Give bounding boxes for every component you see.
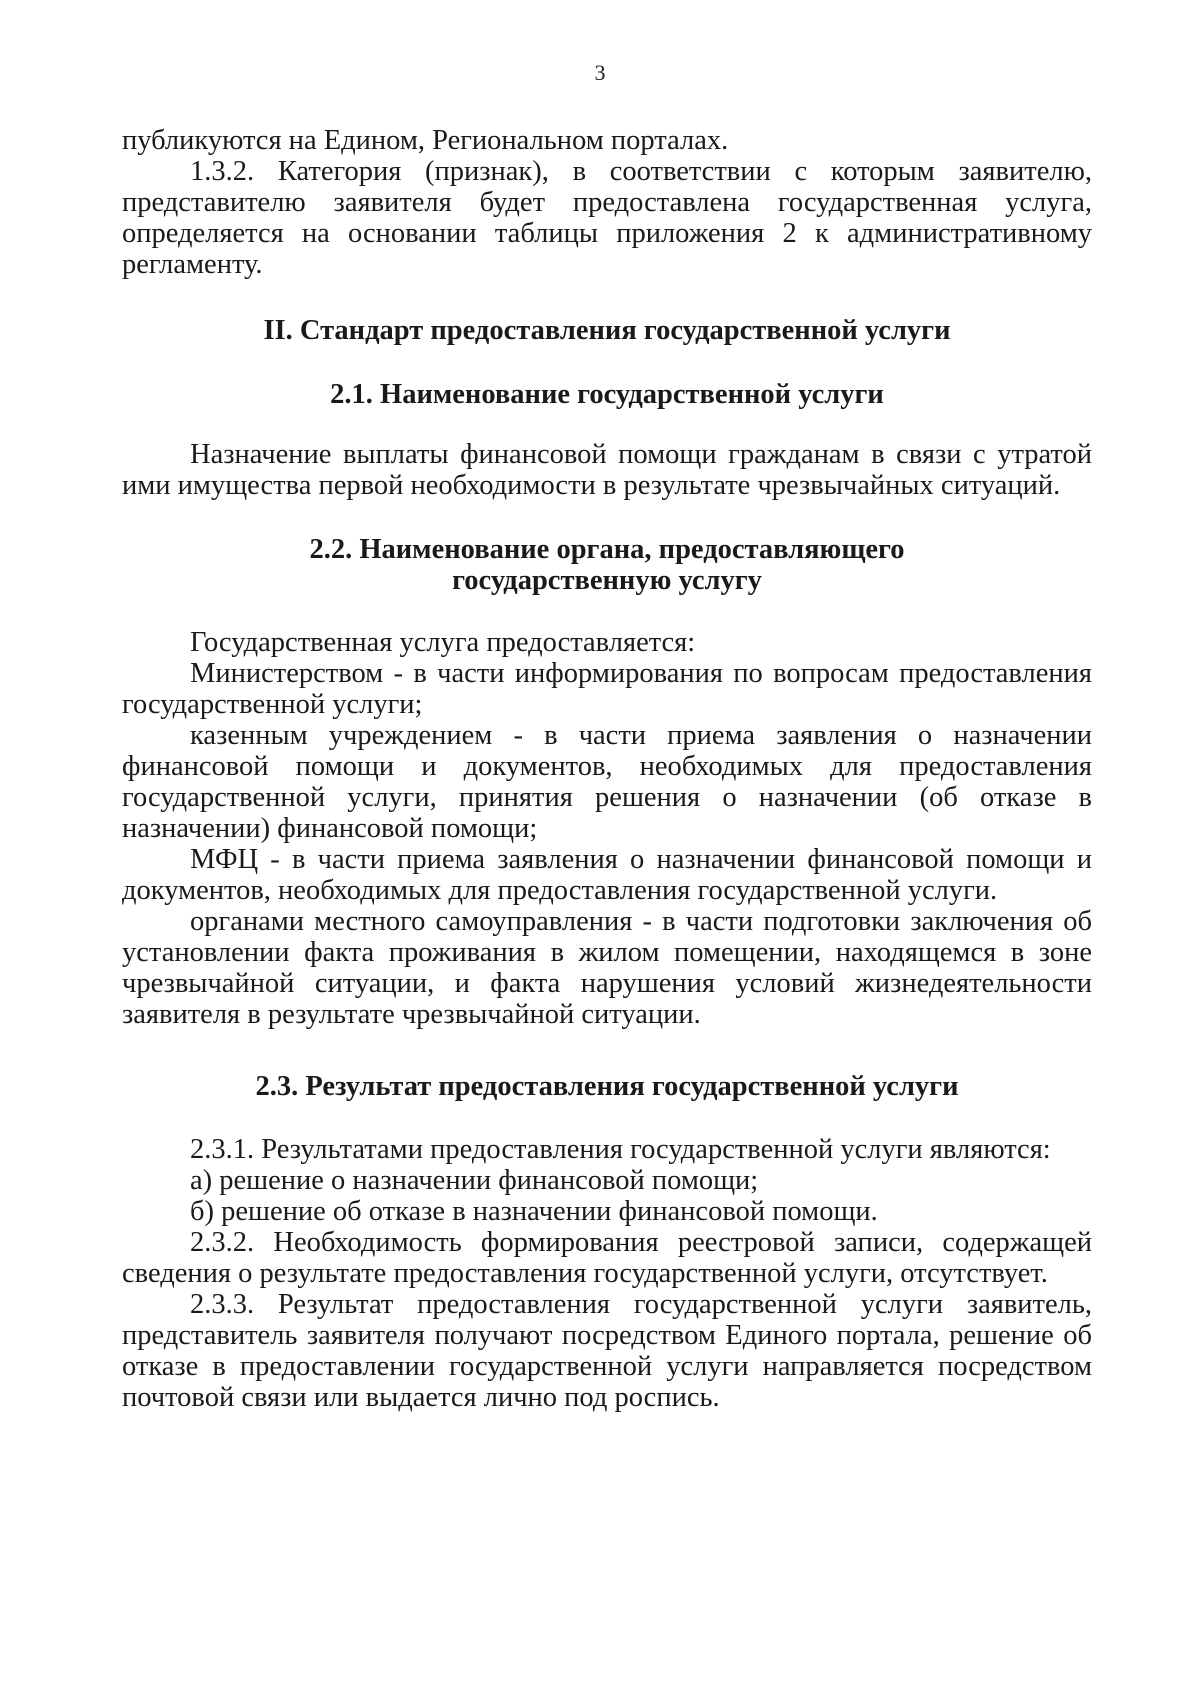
s22-paragraph: Министерством - в части информирования по вопросам предоставления государственной услуги; [122,658,1092,720]
section-2-2-title-line1: 2.2. Наименование органа, предоставляющего [309,534,905,565]
s23-paragraph: 2.3.1. Результатами предоставления государственной услуги являются: [190,1134,1051,1165]
s22-paragraph: органами местного самоуправления - в части подготовки заключения об установлении факта проживания в жилом помещении, находящемся в зоне чрезвычайной ситуации, и факта нарушения условий жизнедеятельности заявителя в результате чрезвычайной ситуации. [122,906,1092,1030]
s22-paragraph: Государственная услуга предоставляется: [190,627,696,658]
service-name-text: Назначение выплаты финансовой помощи гражданам в связи с утратой ими имущества первой необходимости в результате чрезвычайных ситуаций. [122,439,1092,501]
page-number: 3 [594,60,606,85]
section-2-2-title [122,534,1092,596]
s23-paragraph: 2.3.2. Необходимость формирования реестровой записи, содержащей сведения о результате предоставления государственной услуги, отсутствует. [122,1227,1092,1289]
s23-paragraph: б) решение об отказе в назначении финансовой помощи. [190,1196,878,1227]
s23-paragraph: 2.3.3. Результат предоставления государственной услуги заявитель, представитель заявителя получают посредством Единого портала, решение об отказе в предоставлении государственной услуги направляется посредством почтовой связи или выдается лично под роспись. [122,1289,1092,1413]
intro-line: публикуются на Едином, Региональном порталах. [122,125,729,156]
section-2-2-title-line2: государственную услугу [452,565,762,596]
section-2-title: II. Стандарт предоставления государственной услуги [263,315,951,346]
s23-paragraph: а) решение о назначении финансовой помощи; [190,1165,759,1196]
section-2-3-title: 2.3. Результат предоставления государственной услуги [255,1071,959,1102]
s22-paragraph: МФЦ - в части приема заявления о назначении финансовой помощи и документов, необходимых для предоставления государственной услуги. [122,844,1092,906]
section-2-1-title: 2.1. Наименование государственной услуги [330,379,884,410]
s22-paragraph: казенным учреждением - в части приема заявления о назначении финансовой помощи и документов, необходимых для предоставления государственной услуги, принятия решения о назначении (об отказе в назначении) финансовой помощи; [122,720,1092,844]
page-content [122,125,1092,1413]
paragraph-1-3-2: 1.3.2. Категория (признак), в соответствии с которым заявителю, представителю заявителя будет предоставлена государственная услуга, определяется на основании таблицы приложения 2 к административному регламенту. [122,156,1092,280]
